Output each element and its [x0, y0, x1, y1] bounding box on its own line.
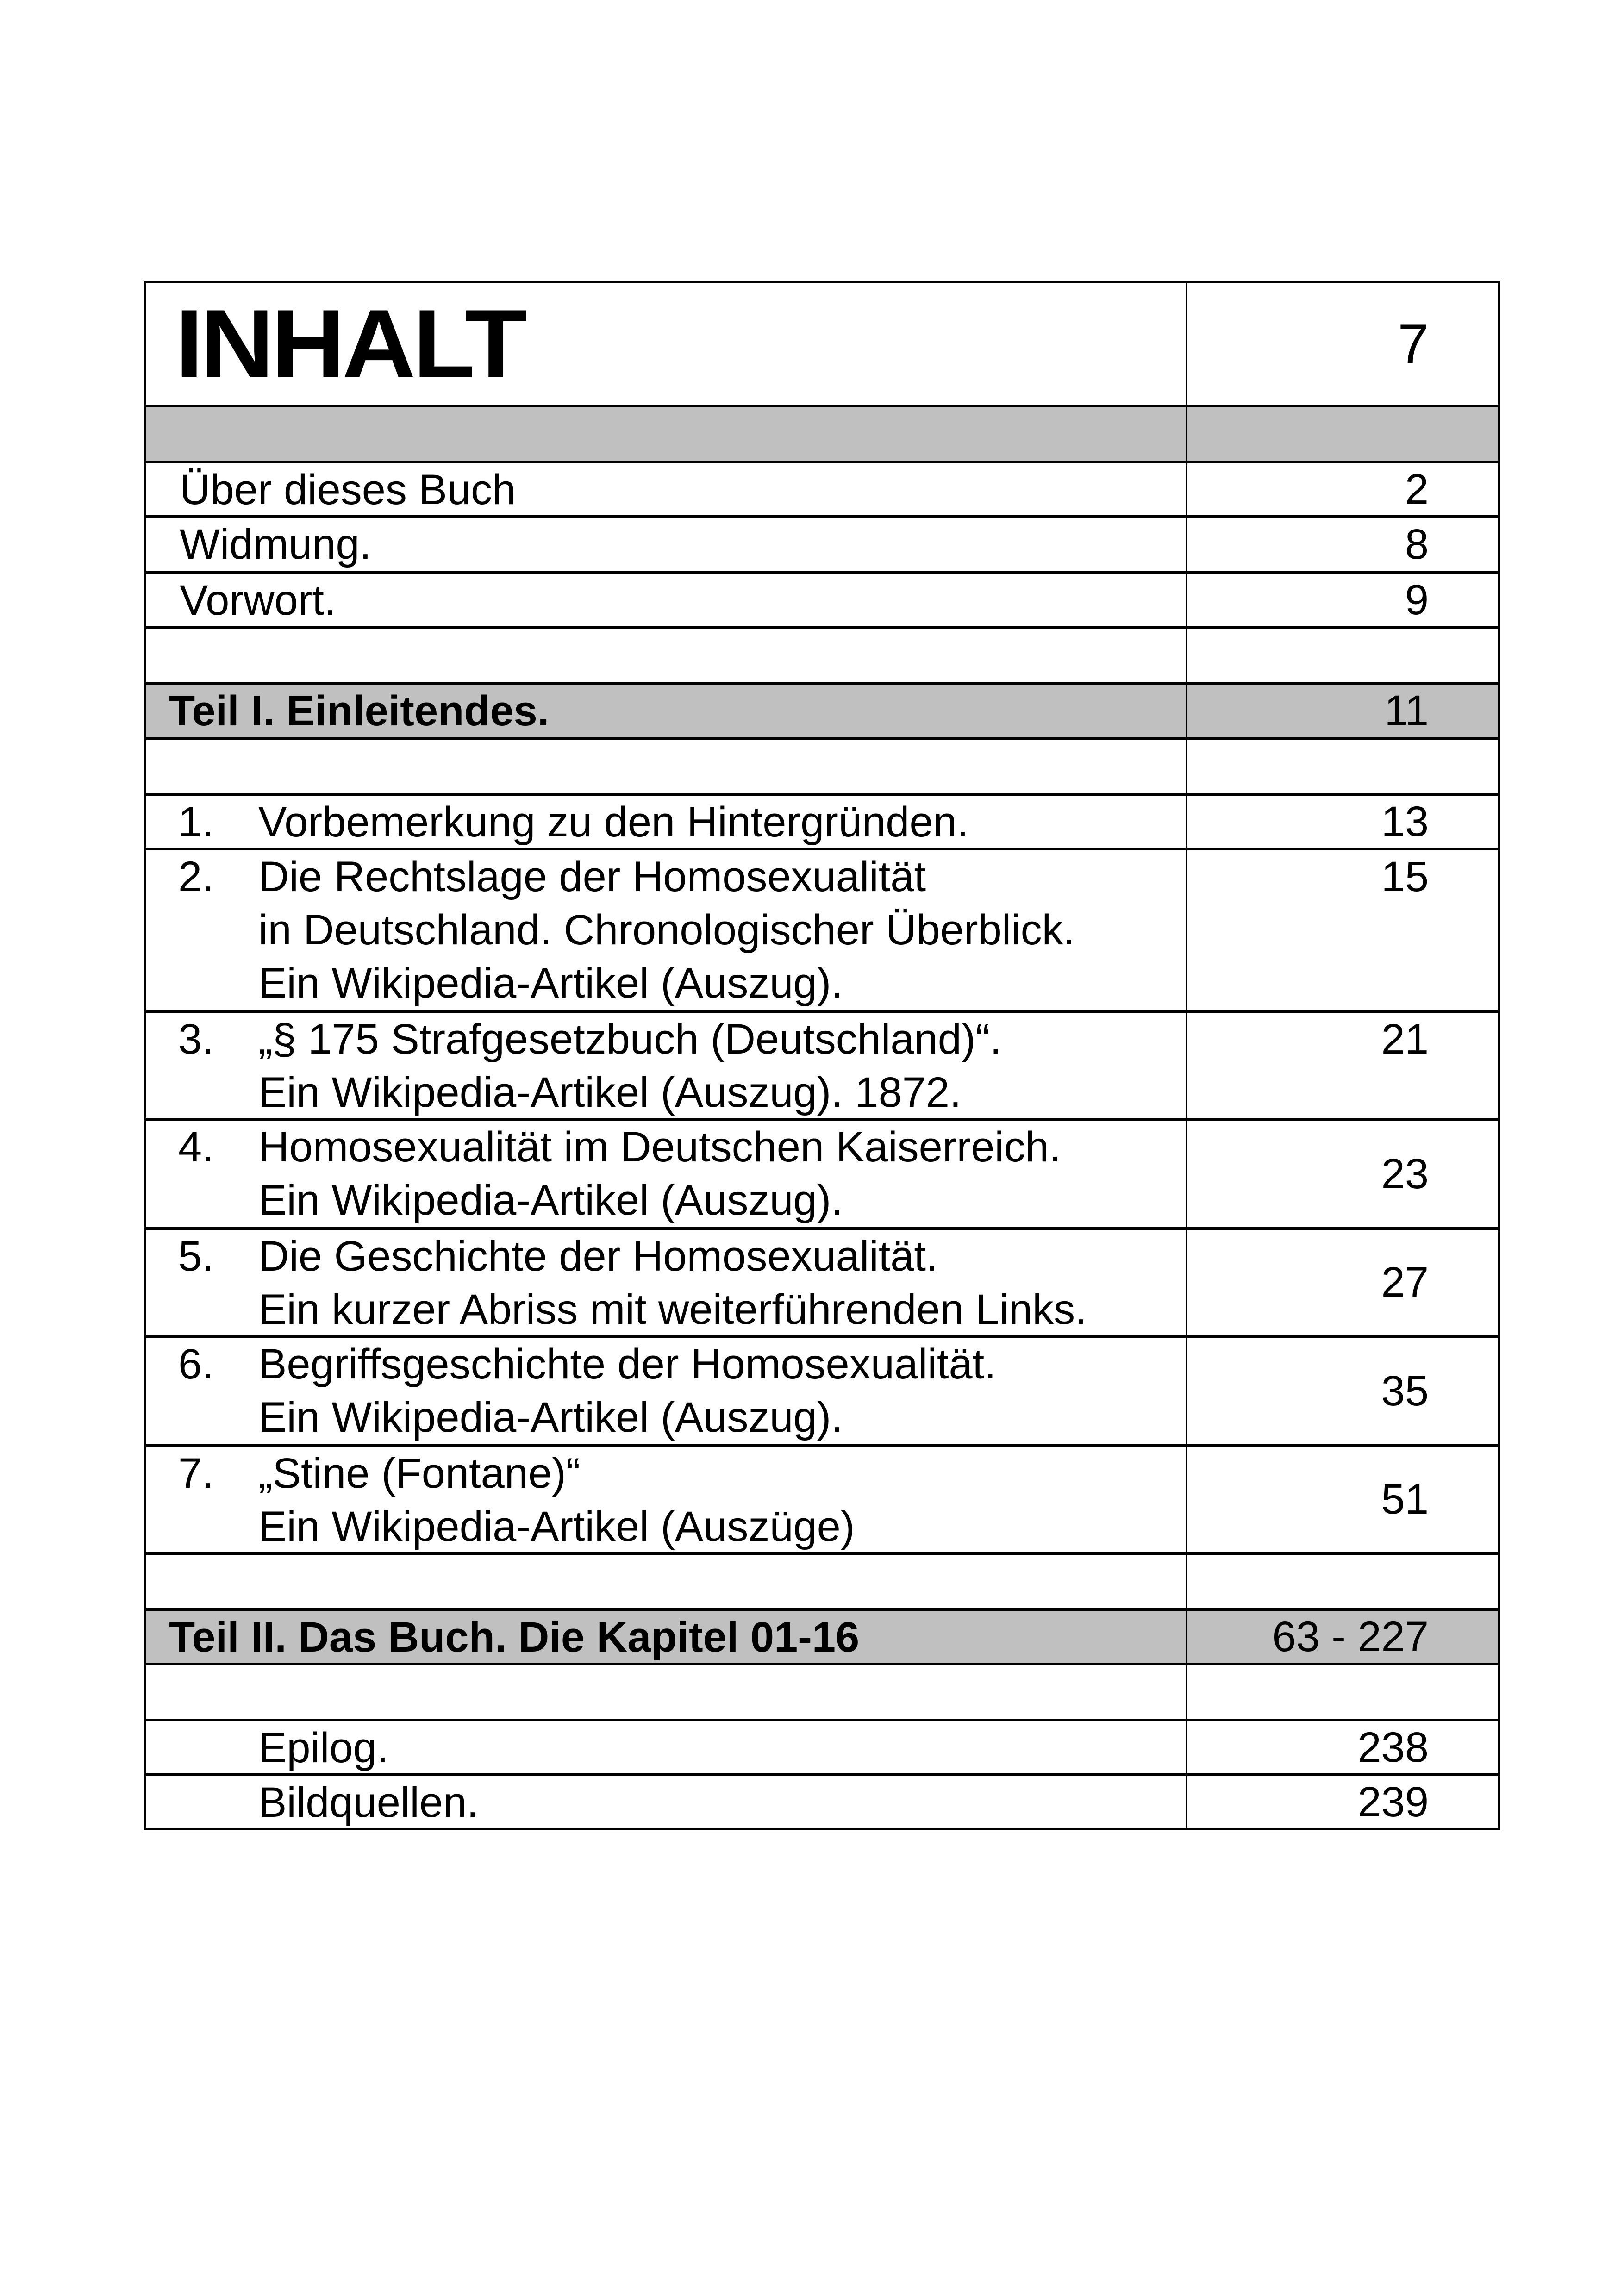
- part-heading: Teil II. Das Buch. Die Kapitel 01-16 63 - 227: [146, 1608, 1498, 1663]
- toc-entry: Widmung. 8: [146, 515, 1498, 571]
- toc-title-page: 7: [1398, 312, 1429, 375]
- toc-entry: Über dieses Buch 2: [146, 461, 1498, 515]
- part-heading: Teil I. Einleitendes. 11: [146, 682, 1498, 737]
- toc-entry: Vorwort. 9: [146, 571, 1498, 626]
- chapter-entry: 5. Die Geschichte der Homosexualität. Ein kurzer Abriss mit weiterführenden Links. 27: [146, 1227, 1498, 1335]
- spacer-row: [146, 405, 1498, 461]
- toc-entry: Epilog. 238: [146, 1719, 1498, 1773]
- spacer-row: [146, 1552, 1498, 1608]
- toc-title: INHALT: [175, 289, 525, 398]
- spacer-row: [146, 737, 1498, 793]
- chapter-entry: 4. Homosexualität im Deutschen Kaiserreich. Ein Wikipedia-Artikel (Auszug). 23: [146, 1118, 1498, 1227]
- chapter-entry: 6. Begriffsgeschichte der Homosexualität. Ein Wikipedia-Artikel (Auszug). 35: [146, 1335, 1498, 1444]
- spacer-row: [146, 1663, 1498, 1719]
- toc-header-row: [146, 283, 1498, 405]
- spacer-row: [146, 626, 1498, 682]
- chapter-entry: 1. Vorbemerkung zu den Hintergründen. 13: [146, 793, 1498, 848]
- chapter-entry: 7. „Stine (Fontane)“ Ein Wikipedia-Artikel (Auszüge) 51: [146, 1444, 1498, 1552]
- toc-entry: Bildquellen. 239: [146, 1773, 1498, 1828]
- chapter-entry: 2. Die Rechtslage der Homosexualität in Deutschland. Chronologischer Überblick. Ein Wikipedia-Artikel (Auszug). 15: [146, 848, 1498, 1010]
- chapter-entry: 3. „§ 175 Strafgesetzbuch (Deutschland)“. Ein Wikipedia-Artikel (Auszug). 1872. 21: [146, 1010, 1498, 1118]
- table-of-contents: [144, 281, 1500, 1830]
